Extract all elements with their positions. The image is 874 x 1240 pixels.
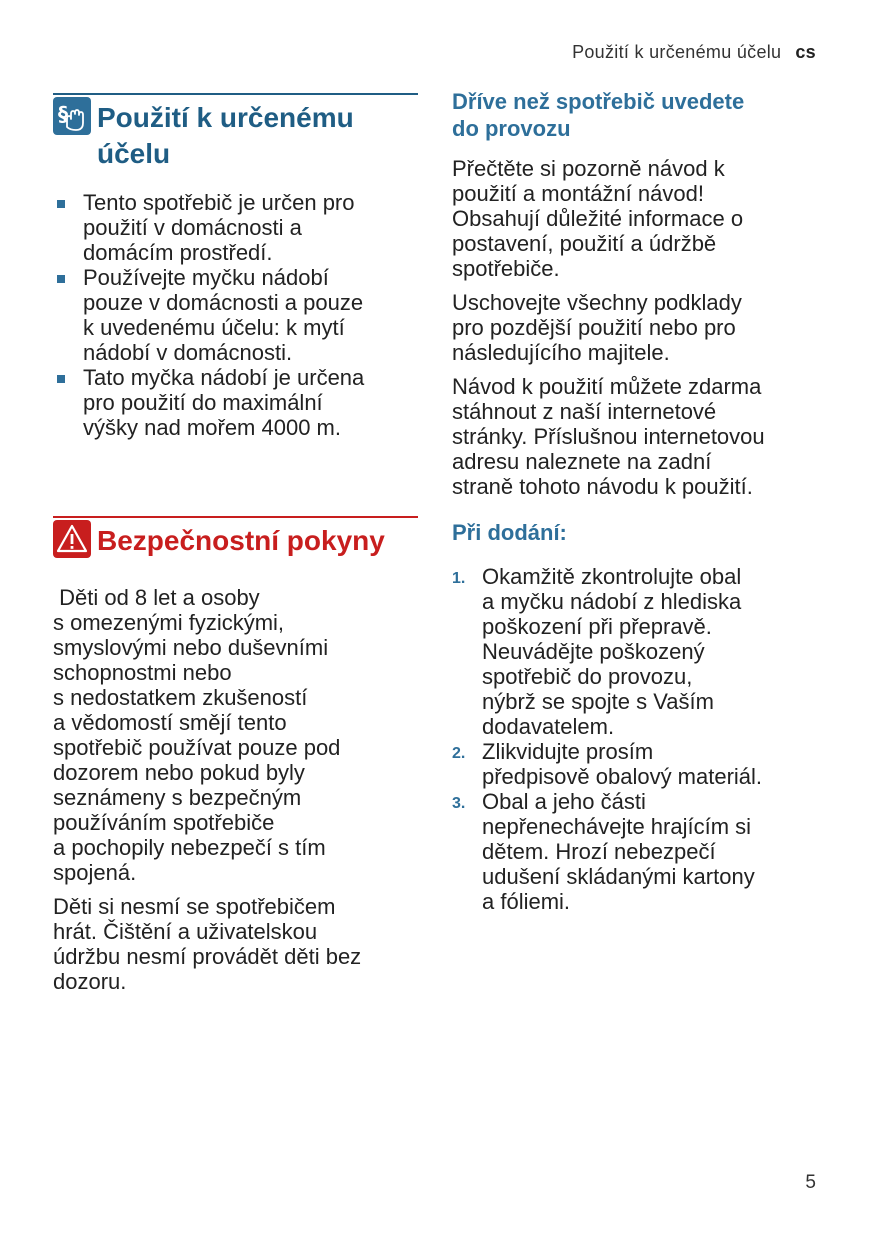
text-line: dozoru. — [53, 969, 127, 994]
text-line: Dříve než spotřebič uvedete — [452, 89, 745, 114]
text-line: s omezenými fyzickými, — [53, 610, 285, 635]
text-line: udušení skládanými kartony — [482, 864, 755, 889]
text-line: Děti si nesmí se spotřebičem — [53, 894, 336, 919]
text-line: k uvedenému účelu: k mytí — [83, 315, 345, 340]
step-number: 2. — [452, 745, 466, 762]
before-use-body — [452, 156, 822, 499]
page-number: 5 — [805, 1172, 816, 1193]
before-use-paragraph — [452, 290, 822, 365]
text-line: seznámeny s bezpečným — [53, 785, 302, 810]
purpose-title-line: Použití k určenému — [97, 102, 354, 133]
text-line: a pochopily nebezpečí s tím — [53, 835, 326, 860]
safety-body — [53, 585, 418, 994]
text-line: nádobí v domácnosti. — [83, 340, 293, 365]
text-line: Obsahují důležité informace o — [452, 206, 744, 231]
text-line: Návod k použití můžete zdarma — [452, 374, 762, 399]
text-line: straně tohoto návodu k použití. — [452, 474, 753, 499]
step-number: 3. — [452, 795, 466, 812]
before-use-title — [452, 88, 822, 142]
text-line: Děti od 8 let a osoby — [53, 585, 260, 610]
delivery-steps — [452, 564, 822, 914]
text-line: nepřenechávejte hrajícím si — [482, 814, 752, 839]
text-line: stáhnout z naší internetové — [452, 399, 717, 424]
text-line: Obal a jeho části — [482, 789, 646, 814]
purpose-list — [53, 190, 418, 440]
text-line: použití a montážní návod! — [452, 181, 704, 206]
text-line: používáním spotřebiče — [53, 810, 275, 835]
purpose-title-line: účelu — [97, 138, 171, 169]
text-line: Zlikvidujte prosím — [482, 739, 654, 764]
before-use-paragraph — [452, 156, 822, 281]
step-number: 1. — [452, 570, 466, 587]
text-line: hrát. Čištění a uživatelskou — [53, 919, 318, 944]
text-line: dětem. Hrozí nebezpečí — [482, 839, 716, 864]
text-line: Uschovejte všechny podklady — [452, 290, 742, 315]
purpose-title — [97, 100, 418, 172]
delivery-section — [452, 519, 822, 914]
delivery-step — [452, 739, 822, 789]
text-line: a myčku nádobí z hlediska — [482, 589, 742, 614]
delivery-step — [452, 789, 822, 914]
text-line: s nedostatkem zkušeností — [53, 685, 308, 710]
text-line: a fóliemi. — [482, 889, 571, 914]
language-code: cs — [795, 42, 816, 62]
before-use-paragraph — [452, 374, 822, 499]
purpose-section — [53, 93, 418, 440]
text-line: Přečtěte si pozorně návod k — [452, 156, 725, 181]
text-line: Používejte myčku nádobí — [83, 265, 329, 290]
text-line: Okamžitě zkontrolujte obal — [482, 564, 742, 589]
safety-paragraph — [53, 894, 418, 994]
svg-text:§: § — [58, 102, 68, 126]
safety-paragraph — [53, 585, 418, 885]
text-line: Tento spotřebič je určen pro — [83, 190, 355, 215]
delivery-title: Při dodání: — [452, 520, 567, 545]
text-line: pouze v domácnosti a pouze — [83, 290, 364, 315]
text-line: výšky nad mořem 4000 m. — [83, 415, 341, 440]
text-line: dodavatelem. — [482, 714, 615, 739]
purpose-heading — [53, 93, 418, 172]
text-line: Tato myčka nádobí je určena — [83, 365, 365, 390]
text-line: dozorem nebo pokud byly — [53, 760, 305, 785]
safety-heading — [53, 516, 418, 559]
text-line: následujícího majitele. — [452, 340, 670, 365]
before-use-section — [452, 88, 822, 499]
left-column — [53, 93, 418, 994]
text-line: pro použití do maximální — [83, 390, 323, 415]
text-line: do provozu — [452, 116, 571, 141]
purpose-list-item — [53, 265, 418, 365]
section-hand-icon — [53, 97, 91, 135]
right-column — [452, 88, 822, 914]
running-header-section: Použití k určenému účelu — [572, 42, 782, 62]
running-header — [572, 42, 816, 63]
text-line: postavení, použití a údržbě — [452, 231, 717, 256]
text-line: smyslovými nebo duševními — [53, 635, 329, 660]
text-line: pro pozdější použití nebo pro — [452, 315, 736, 340]
text-line: spojená. — [53, 860, 137, 885]
text-line: spotřebiče. — [452, 256, 560, 281]
text-line: Neuvádějte poškozený — [482, 639, 705, 664]
text-line: a vědomostí smějí tento — [53, 710, 287, 735]
safety-section — [53, 516, 418, 994]
safety-title: Bezpečnostní pokyny — [97, 525, 385, 556]
text-line: použití v domácnosti a — [83, 215, 302, 240]
text-line: spotřebič do provozu, — [482, 664, 693, 689]
text-line: schopnostmi nebo — [53, 660, 232, 685]
text-line: adresu naleznete na zadní — [452, 449, 712, 474]
text-line: údržbu nesmí provádět děti bez — [53, 944, 362, 969]
text-line: nýbrž se spojte s Vaším — [482, 689, 714, 714]
text-line: předpisově obalový materiál. — [482, 764, 763, 789]
text-line: spotřebič používat pouze pod — [53, 735, 341, 760]
text-line: domácím prostředí. — [83, 240, 273, 265]
purpose-list-item — [53, 190, 418, 265]
delivery-step — [452, 564, 822, 739]
text-line: stránky. Příslušnou internetovou — [452, 424, 765, 449]
warning-triangle-icon — [53, 520, 91, 558]
purpose-list-item — [53, 365, 418, 440]
text-line: poškození při přepravě. — [482, 614, 712, 639]
